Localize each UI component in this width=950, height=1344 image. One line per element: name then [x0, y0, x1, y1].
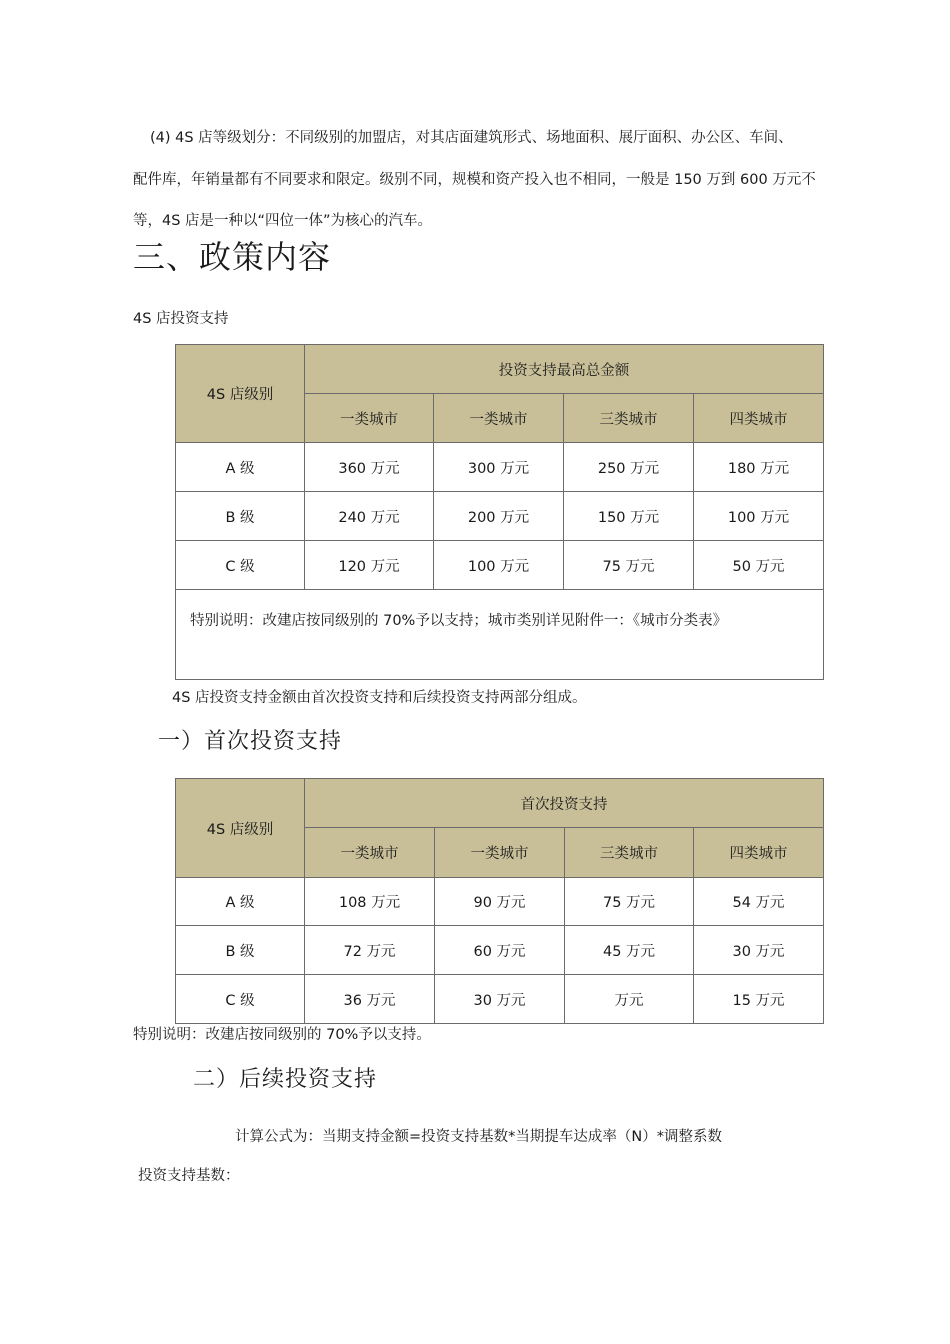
- value-cell: 300 万元: [434, 443, 564, 492]
- subsequent-investment-title: 二）后续投资支持: [193, 1067, 378, 1092]
- section-title: 三、政策内容: [133, 238, 332, 276]
- value-cell: 150 万元: [564, 492, 694, 541]
- value-cell: 240 万元: [305, 492, 434, 541]
- base-label: 投资支持基数：: [138, 1168, 240, 1184]
- table2-col-header: 一类城市: [305, 828, 435, 878]
- value-cell: 15 万元: [694, 975, 824, 1024]
- table-row: [176, 541, 824, 590]
- formula-text: 计算公式为：当期支持金额=投资支持基数*当期提车达成率（N）*调整系数: [235, 1129, 722, 1145]
- value-cell: 90 万元: [435, 878, 565, 926]
- intro-line-2: 配件库，年销量都有不同要求和限定。级别不同，规模和资产投入也不相同，一般是 150 万到 600 万元不: [133, 172, 816, 188]
- table-row: [176, 492, 824, 541]
- value-cell: 54 万元: [694, 878, 824, 926]
- value-cell: 36 万元: [305, 975, 435, 1024]
- value-cell: 75 万元: [564, 541, 694, 590]
- table1-note: [176, 590, 824, 680]
- table1-corner-header: 4S 店级别: [176, 345, 305, 443]
- table1-note-text: 特别说明：改建店按同级别的 70%予以支持；城市类别详见附件一：《城市分类表》: [190, 613, 728, 629]
- table1-col-header: 四类城市: [694, 394, 824, 443]
- table-row: [176, 443, 824, 492]
- table2-group-header: 首次投资支持: [305, 779, 824, 828]
- table1-group-header: 投资支持最高总金额: [305, 345, 824, 394]
- table-row: [176, 926, 824, 975]
- intro-line-1: (4) 4S 店等级划分：不同级别的加盟店，对其店面建筑形式、场地面积、展厅面积、办公区、车间、: [150, 130, 793, 146]
- table-row: [176, 975, 824, 1024]
- value-cell: 72 万元: [305, 926, 435, 975]
- table2-note: 特别说明：改建店按同级别的 70%予以支持。: [133, 1027, 431, 1043]
- value-cell: 30 万元: [435, 975, 565, 1024]
- value-cell: 100 万元: [434, 541, 564, 590]
- table1-caption: 4S 店投资支持: [133, 311, 229, 327]
- value-cell: 万元: [565, 975, 694, 1024]
- first-investment-title: 一）首次投资支持: [158, 729, 343, 754]
- table1-col-header: 三类城市: [564, 394, 694, 443]
- table2-corner-header: 4S 店级别: [176, 779, 305, 878]
- value-cell: 50 万元: [694, 541, 824, 590]
- value-cell: 100 万元: [694, 492, 824, 541]
- value-cell: 30 万元: [694, 926, 824, 975]
- table2-col-header: 三类城市: [565, 828, 694, 878]
- table2-col-header: 四类城市: [694, 828, 824, 878]
- value-cell: 200 万元: [434, 492, 564, 541]
- table1-col-header: 一类城市: [434, 394, 564, 443]
- table2-col-header: 一类城市: [435, 828, 565, 878]
- value-cell: 180 万元: [694, 443, 824, 492]
- value-cell: 250 万元: [564, 443, 694, 492]
- value-cell: 360 万元: [305, 443, 434, 492]
- value-cell: 60 万元: [435, 926, 565, 975]
- level-cell: A 级: [176, 443, 305, 492]
- value-cell: 45 万元: [565, 926, 694, 975]
- table1-col-header: 一类城市: [305, 394, 434, 443]
- intro-line-3: 等，4S 店是一种以“四位一体”为核心的汽车。: [133, 213, 433, 229]
- value-cell: 108 万元: [305, 878, 435, 926]
- level-cell: C 级: [176, 541, 305, 590]
- value-cell: 75 万元: [565, 878, 694, 926]
- table-row: [176, 878, 824, 926]
- investment-max-table: [175, 344, 824, 680]
- level-cell: C 级: [176, 975, 305, 1024]
- value-cell: 120 万元: [305, 541, 434, 590]
- first-investment-table: [175, 778, 824, 1024]
- level-cell: A 级: [176, 878, 305, 926]
- composition-text: 4S 店投资支持金额由首次投资支持和后续投资支持两部分组成。: [172, 690, 587, 706]
- level-cell: B 级: [176, 492, 305, 541]
- level-cell: B 级: [176, 926, 305, 975]
